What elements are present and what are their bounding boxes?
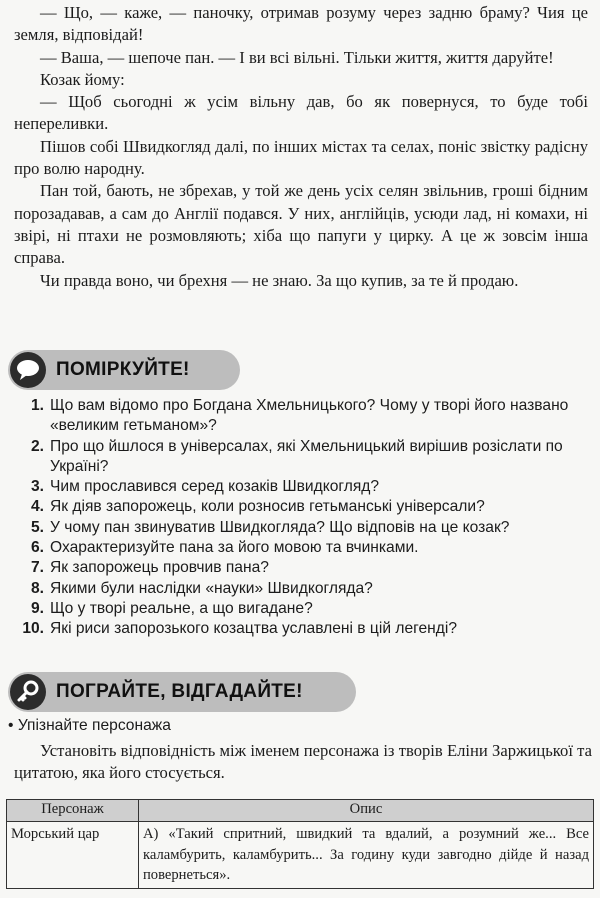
description-cell: А) «Такий спритний, швидкий та вдалий, а розумний же... Все каламбурить, каламбурить... За годину куди завгодно дійде й назад повернеться».: [139, 822, 594, 889]
story-paragraph: — Щоб сьогодні ж усім вільну дав, бо як повернуся, то буде тобі непереливки.: [14, 92, 588, 134]
question-number: 7.: [30, 559, 44, 577]
bullet-text: Упізнайте персонажа: [17, 717, 171, 734]
question-list: [14, 396, 588, 640]
question-number: 1.: [30, 397, 44, 414]
bullet-marker: •: [8, 717, 14, 734]
story-paragraph: Козак йому:: [40, 69, 125, 89]
question-number: 8.: [30, 579, 44, 597]
question-text: Як запорожець провчив пана?: [50, 559, 269, 577]
question-text: Чим прославився серед козаків Швидкогляд?: [50, 478, 380, 496]
key-icon: [10, 674, 46, 710]
question-item: [14, 437, 588, 478]
column-header: Опис: [139, 800, 594, 822]
story-paragraph: — Ваша, — шепоче пан. — І ви всі вільні. Тільки життя, життя даруйте!: [40, 47, 554, 67]
play-section-header: [8, 672, 356, 712]
question-text: Що у творі реальне, а що вигадане?: [50, 599, 313, 617]
story-paragraph: Чи правда воно, чи брехня — не знаю. За що купив, за те й продаю.: [40, 270, 519, 290]
question-text: Що вам відомо про Богдана Хмельницького? Чому у творі його названо «великим гетьманом»?: [50, 397, 569, 435]
think-section-header: [8, 350, 240, 390]
table-header-row: [7, 800, 594, 822]
story-paragraph: — Що, — каже, — паночку, отримав розуму через задню браму? Чия це земля, відповідай!: [14, 3, 588, 45]
question-number: 5.: [30, 518, 44, 536]
question-number: 2.: [30, 437, 44, 455]
question-number: 10.: [22, 620, 44, 638]
question-text: Як діяв запорожець, коли розносив гетьманські універсали?: [50, 498, 485, 516]
question-text: Про що йшлося в універсалах, які Хмельницький вирішив розіслати по Україні?: [50, 437, 563, 475]
story-paragraph: Пан той, бають, не збрехав, у той же день усіх селян звільнив, гроші бідним порозадавав, а сам до Англії подався. У них, англійців, усюди лад, ні комахи, ні звірі, ні птахи не розмовляють; хіба що папуги у цирку. А це ж зовсім інша справа.: [14, 181, 588, 268]
question-number: 9.: [30, 599, 44, 617]
matching-table: [6, 799, 594, 889]
question-text: Якими були наслідки «науки» Швидкогляда?: [50, 579, 373, 597]
question-text: Охарактеризуйте пана за його мовою та вчинками.: [50, 539, 419, 557]
question-item: [14, 599, 588, 619]
question-item: [14, 579, 588, 599]
question-item: [14, 497, 588, 517]
task-instruction: Установіть відповідність між іменем персонажа із творів Еліни Заржицької та цитатою, яка його стосується.: [14, 741, 592, 783]
question-item: [14, 518, 588, 538]
question-item: [14, 538, 588, 558]
character-cell: Морський цар: [7, 822, 139, 889]
question-item: [14, 396, 588, 437]
question-number: 6.: [30, 539, 44, 557]
question-item: [14, 558, 588, 578]
question-item: [14, 477, 588, 497]
speech-bubble-icon: [10, 352, 46, 388]
story-paragraph: Пішов собі Швидкогляд далі, по інших містах та селах, поніс звістку радісну про волю народну.: [14, 136, 588, 179]
question-text: Які риси запорозького козацтва уславлені в цій легенді?: [50, 620, 457, 638]
think-section-title: ПОМІРКУЙТЕ!: [56, 359, 190, 380]
question-number: 3.: [30, 478, 44, 496]
question-number: 4.: [30, 498, 44, 516]
play-section-title: ПОГРАЙТЕ, ВІДГАДАЙТЕ!: [56, 681, 303, 702]
task-bullet: [8, 717, 171, 735]
question-item: [14, 619, 588, 639]
column-header: Персонаж: [7, 800, 139, 822]
table-row: [7, 822, 594, 889]
question-text: У чому пан звинуватив Швидкогляда? Що відповів на це козак?: [50, 518, 510, 536]
story-text: [14, 2, 588, 292]
